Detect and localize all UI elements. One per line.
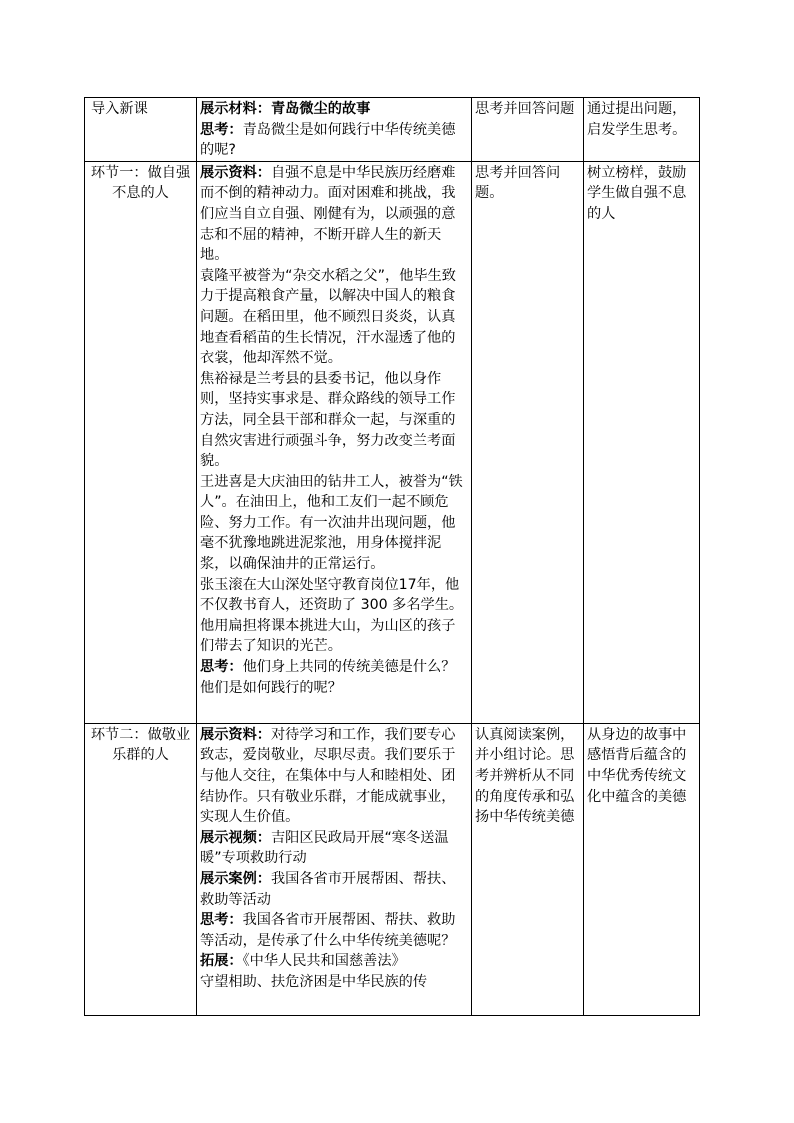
content-paragraph [200,369,468,472]
content-paragraph [200,120,468,161]
intent-cell [584,98,700,162]
stage-cell [85,98,197,162]
stage-cell [85,161,197,723]
table-row [85,98,700,162]
content-text: 对待学习和工作，我们要专心致志，爱岗敬业，尽职尽责。我们要乐于与他人交往，在集体中与人和睦相处、团结协作。只有敬业乐群，才能成就事业，实现人生价值。 [200,726,456,826]
content-text: 王进喜是大庆油田的钻井工人，被誉为“铁人”。在油田上，他和工友们一起不顾危险、努力工作。有一次油井出现问题，他毫不犹豫地跳进泥浆池，用身体搅拌泥浆，以确保油井的正常运行。 [200,473,463,573]
content-cell [197,723,472,1015]
stage-cell [85,723,197,1015]
stage-label: 环节一：做自强不息的人 [90,164,191,202]
content-text: 袁隆平被誉为“杂交水稻之父”，他毕生致力于提高粮食产量，以解决中国人的粮食问题。在稻田里，他不顾烈日炎炎，认真地查看稻苗的生长情况，汗水湿透了他的衣裳，他却浑然不觉。 [200,267,456,367]
student-activity-text: 思考并回答问题 [475,101,575,117]
intent-text: 从身边的故事中感悟背后蕴含的中华优秀传统文化中蕴含的美德 [587,726,687,805]
content-text: 青岛微尘的故事 [270,101,371,117]
content-paragraph [200,972,468,993]
content-label: 展示资料： [200,164,271,181]
content-text: 吉阳区民政局开展“寒冬送温暖”专项救助行动 [200,829,449,867]
content-text: 青岛微尘是如何践行中华传统美德的呢? [200,121,456,159]
content-cell [197,161,472,723]
content-paragraph [200,828,468,869]
content-label: 思考： [200,121,243,138]
student-activity-text: 认真阅读案例，并小组讨论。思考并辨析从不同的角度传承和弘扬中华传统美德 [475,726,575,826]
table-row [85,161,700,723]
content-paragraph [200,910,468,951]
intent-text: 树立榜样，鼓励学生做自强不息的人 [587,164,687,222]
student-activity-cell [472,161,584,723]
content-label: 思考： [200,659,243,676]
content-paragraph [200,869,468,910]
intent-cell [584,161,700,723]
content-paragraph [200,575,468,657]
content-label: 展示视频： [200,829,271,846]
lesson-plan-table [84,97,700,1016]
stage-label: 环节二：做敬业乐群的人 [90,726,191,764]
content-text: 我国各省市开展帮困、帮扶、救助等活动 [200,870,456,908]
content-paragraph [200,99,468,120]
student-activity-text: 思考并回答问题。 [475,164,561,202]
stage-label: 导入新课 [91,101,148,117]
content-paragraph [200,472,468,575]
content-cell [197,98,472,162]
table-row [85,723,700,1015]
student-activity-cell [472,723,584,1015]
content-paragraph [200,163,468,266]
content-paragraph [200,657,468,698]
content-paragraph [200,951,468,972]
content-text: 我国各省市开展帮困、帮扶、救助等活动，是传承了什么中华传统美德呢？ [200,912,456,949]
content-text: 张玉滚在大山深处坚守教育岗位17年，他不仅教书育人，还资助了 300 多名学生。他用扁担将课本挑进大山，为山区的孩子们带去了知识的光芒。 [200,576,464,655]
content-text: 《中华人民共和国慈善法》 [242,953,406,970]
content-label: 展示案例： [200,870,271,887]
content-paragraph [200,266,468,369]
content-label: 拓展： [200,953,243,970]
content-label: 展示材料： [200,101,271,117]
content-text: 焦裕禄是兰考县的县委书记，他以身作则，坚持实事求是、群众路线的领导工作方法，同全县干部和群众一起，与深重的自然灾害进行顽强斗争，努力改变兰考面貌。 [200,370,456,470]
content-text: 守望相助、扶危济困是中华民族的传 [200,973,428,990]
intent-cell [584,723,700,1015]
content-label: 思考： [200,912,243,929]
content-label: 展示资料： [200,726,271,743]
content-text: 他们身上共同的传统美德是什么？他们是如何践行的呢？ [200,659,456,696]
content-paragraph [200,725,468,828]
student-activity-cell [472,98,584,162]
intent-text: 通过提出问题，启发学生思考。 [587,101,687,138]
content-text: 自强不息是中华民族历经磨难而不倒的精神动力。面对困难和挑战，我们应当自立自强、刚健有为，以顽强的意志和不屈的精神，不断开辟人生的新天地。 [200,164,456,264]
